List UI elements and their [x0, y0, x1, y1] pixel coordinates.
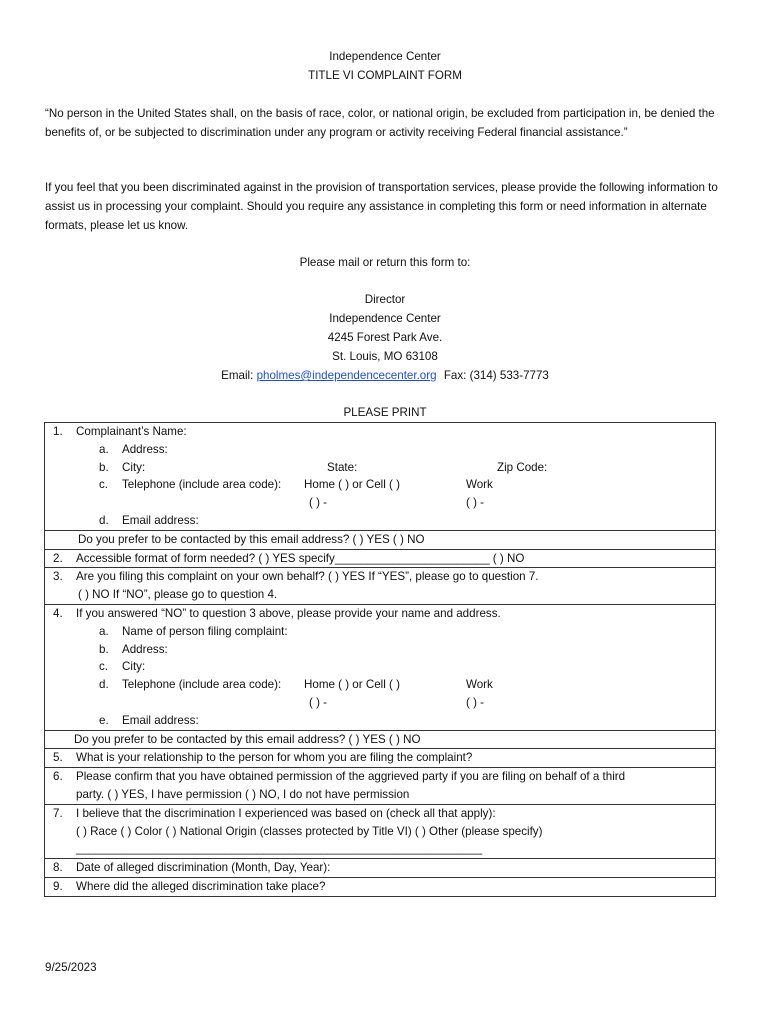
filer-address-label[interactable]: Address: — [122, 642, 168, 656]
date-label[interactable]: Date of alleged discrimination (Month, Day, Year): — [76, 861, 331, 875]
item-letter: a. — [99, 624, 109, 638]
question-number: 1. — [53, 425, 63, 438]
city-field-label[interactable]: City: — [122, 460, 146, 474]
zip-field-label[interactable]: Zip Code: — [497, 460, 548, 474]
question-number: 6. — [53, 770, 63, 784]
email-label: Email: — [221, 369, 254, 382]
question-4-filer-info — [45, 605, 715, 731]
other-specify-line[interactable]: _______________________________________________________________ — [76, 842, 483, 856]
address-line: Director — [364, 293, 406, 306]
filer-email-contact-yes-no[interactable]: Do you prefer to be contacted by this email address? ( ) YES ( ) NO — [74, 732, 421, 746]
intro-paragraph: If you feel that you been discriminated against in the provision of transportation services, please provide the following information to assist us in processing your complaint. Should you require any assistance in completing this form or need information in alternate formats, please let us know. — [45, 181, 718, 232]
question-4-contact-preference — [45, 731, 715, 750]
email-field-label[interactable]: Email address: — [122, 513, 199, 527]
question-1-contact-preference — [45, 531, 715, 550]
question-7-basis — [45, 805, 715, 859]
filer-home-cell-option[interactable]: Home ( ) or Cell ( ) — [304, 678, 400, 692]
question-5-relationship — [45, 749, 715, 768]
work-phone-format[interactable]: ( ) - — [466, 496, 485, 510]
item-letter: a. — [99, 442, 109, 456]
permission-text: Please confirm that you have obtained permission of the aggrieved party if you are filing on behalf of a third — [76, 770, 626, 784]
question-number: 4. — [53, 606, 63, 620]
contact-line — [0, 366, 770, 385]
filer-telephone-label[interactable]: Telephone (include area code): — [122, 678, 282, 692]
item-letter: b. — [99, 642, 109, 656]
question-2-accessible-format — [45, 550, 715, 569]
work-phone-label[interactable]: Work — [466, 478, 493, 492]
address-line: 4245 Forest Park Ave. — [327, 331, 443, 344]
item-letter: d. — [99, 513, 109, 527]
own-behalf-no[interactable]: ( ) NO If “NO”, please go to question 4. — [78, 588, 278, 602]
question-number: 8. — [53, 861, 63, 875]
state-field-label[interactable]: State: — [327, 460, 358, 474]
filer-home-phone-format[interactable]: ( ) - — [309, 695, 328, 709]
complaint-form-table — [44, 422, 716, 897]
own-behalf-yes[interactable]: Are you filing this complaint on your own behalf? ( ) YES If “YES”, please go to question 7. — [76, 570, 539, 584]
question-number: 9. — [53, 879, 63, 893]
title-vi-quote: “No person in the United States shall, on the basis of race, color, or national origin, be excluded from participation in, be denied the benefits of, or be subjected to discrimination under any program or activity receiving Federal financial assistance.” — [45, 107, 715, 139]
permission-yes-no[interactable]: party. ( ) YES, I have permission ( ) NO, I do not have permission — [76, 787, 410, 801]
mailing-address — [0, 290, 770, 385]
item-letter: b. — [99, 460, 109, 474]
question-number: 7. — [53, 806, 63, 820]
item-letter: c. — [99, 660, 109, 674]
question-1-complainant — [45, 423, 715, 531]
home-phone-format[interactable]: ( ) - — [309, 496, 328, 510]
email-link[interactable]: pholmes@independencecenter.org — [256, 369, 437, 382]
accessible-format-options[interactable]: Accessible format of form needed? ( ) YES specify________________________ ( ) NO — [76, 551, 525, 565]
form-title: TITLE VI COMPLAINT FORM — [308, 69, 462, 82]
question-3-own-behalf — [45, 568, 715, 605]
item-letter: e. — [99, 713, 109, 727]
footer-date: 9/25/2023 — [45, 961, 97, 974]
fax-number: Fax: (314) 533-7773 — [443, 369, 549, 382]
item-letter: c. — [99, 478, 109, 492]
home-cell-option[interactable]: Home ( ) or Cell ( ) — [304, 478, 400, 492]
filer-name-label[interactable]: Name of person filing complaint: — [122, 624, 288, 638]
filer-city-label[interactable]: City: — [122, 660, 146, 674]
item-letter: d. — [99, 678, 109, 692]
address-line: Independence Center — [329, 312, 441, 325]
question-9-location — [45, 878, 715, 896]
question-4-text: If you answered “NO” to question 3 above, please provide your name and address. — [76, 606, 501, 620]
email-contact-yes-no[interactable]: Do you prefer to be contacted by this email address? ( ) YES ( ) NO — [78, 532, 425, 546]
please-print: PLEASE PRINT — [343, 406, 427, 419]
question-number: 5. — [53, 751, 63, 765]
location-label[interactable]: Where did the alleged discrimination take place? — [76, 879, 326, 893]
basis-text: I believe that the discrimination I experienced was based on (check all that apply): — [76, 806, 496, 820]
address-line: St. Louis, MO 63108 — [332, 350, 438, 363]
question-6-permission — [45, 768, 715, 805]
complainant-name-label[interactable]: Complainant’s Name: — [76, 425, 187, 438]
relationship-label[interactable]: What is your relationship to the person for whom you are filing the complaint? — [76, 751, 473, 765]
address-field-label[interactable]: Address: — [122, 442, 168, 456]
org-name: Independence Center — [329, 50, 441, 63]
filer-work-phone-format[interactable]: ( ) - — [466, 695, 485, 709]
basis-checkboxes[interactable]: ( ) Race ( ) Color ( ) National Origin (classes protected by Title VI) ( ) Other (please specify) — [76, 824, 543, 838]
telephone-field-label[interactable]: Telephone (include area code): — [122, 478, 282, 492]
question-number: 3. — [53, 570, 63, 584]
question-number: 2. — [53, 551, 63, 565]
filer-work-phone-label[interactable]: Work — [466, 678, 493, 692]
filer-email-label[interactable]: Email address: — [122, 713, 199, 727]
question-8-date — [45, 859, 715, 878]
mail-prompt: Please mail or return this form to: — [299, 256, 471, 269]
